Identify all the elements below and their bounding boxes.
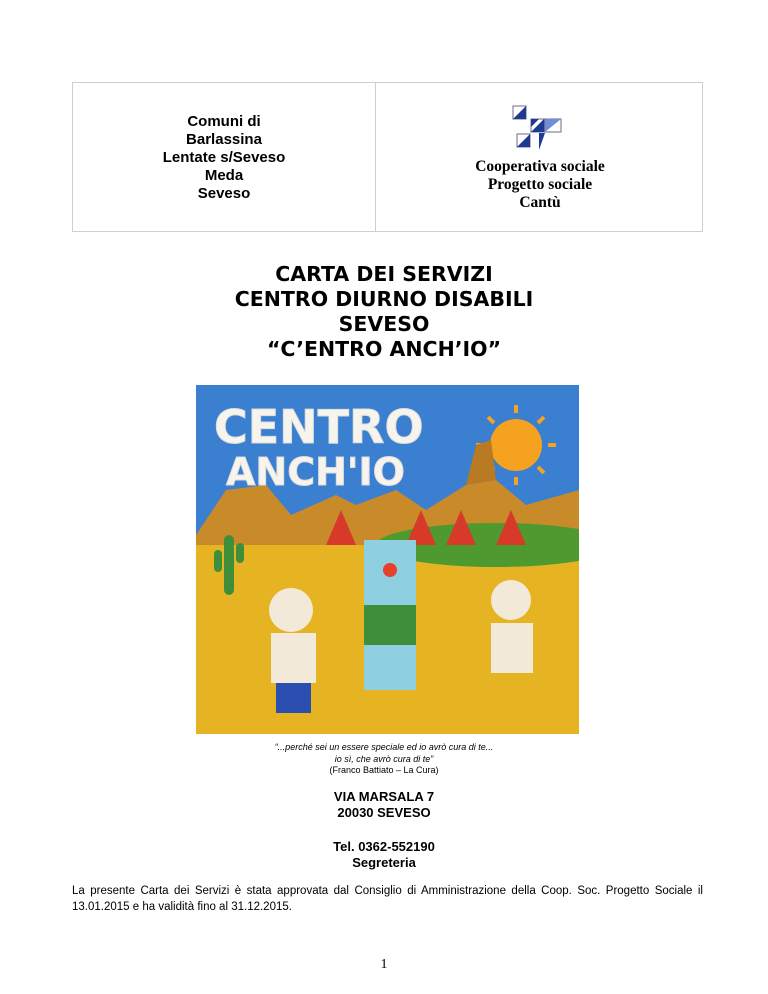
cooperative-name bbox=[376, 158, 704, 212]
municipality-lentate: Lentate s/Seveso bbox=[162, 149, 286, 166]
title-line-4: “C’ENTRO ANCH’IO” bbox=[266, 337, 502, 361]
quote-line-2: io sì, che avrò cura di te” bbox=[334, 753, 434, 764]
municipality-barlassina: Barlassina bbox=[186, 131, 262, 148]
document-title bbox=[0, 262, 768, 362]
page-number: 1 bbox=[380, 957, 388, 972]
address-street: VIA MARSALA 7 bbox=[333, 789, 435, 804]
municipality-seveso: Seveso bbox=[197, 185, 251, 202]
painting-text-line2: ANCH'IO bbox=[226, 450, 405, 494]
contact-phone: Tel. 0362-552190 bbox=[333, 839, 435, 854]
centro-anchio-painting bbox=[196, 385, 579, 734]
quote-block bbox=[0, 742, 768, 777]
quote-credit: (Franco Battiato – La Cura) bbox=[329, 765, 439, 775]
painting-text-line1: CENTRO bbox=[214, 400, 424, 454]
header-box bbox=[72, 82, 703, 232]
quote-line-1: “...perché sei un essere speciale ed io avrò cura di te... bbox=[274, 742, 494, 752]
sun-icon bbox=[490, 419, 542, 471]
coop-line-3: Cantù bbox=[519, 194, 561, 211]
municipalities-title: Comuni di bbox=[187, 113, 261, 130]
municipalities-block bbox=[73, 113, 375, 203]
title-line-1: CARTA DEI SERVIZI bbox=[275, 262, 493, 286]
cooperative-logo-icon bbox=[509, 103, 571, 151]
title-line-3: SEVESO bbox=[338, 312, 430, 336]
address-block bbox=[0, 789, 768, 821]
totem bbox=[364, 540, 416, 690]
approval-paragraph: La presente Carta dei Servizi è stata approvata dal Consiglio di Amministrazione della Coop. Soc. Progetto Sociale il 13.01.2015 e ha validità fino al 31.12.2015. bbox=[72, 885, 703, 913]
coop-line-1: Cooperativa sociale bbox=[475, 158, 605, 175]
contact-block bbox=[0, 839, 768, 871]
address-city: 20030 SEVESO bbox=[337, 805, 431, 820]
title-line-2: CENTRO DIURNO DISABILI bbox=[234, 287, 534, 311]
contact-office: Segreteria bbox=[352, 855, 416, 870]
coop-line-2: Progetto sociale bbox=[487, 176, 593, 193]
municipality-meda: Meda bbox=[204, 167, 244, 184]
